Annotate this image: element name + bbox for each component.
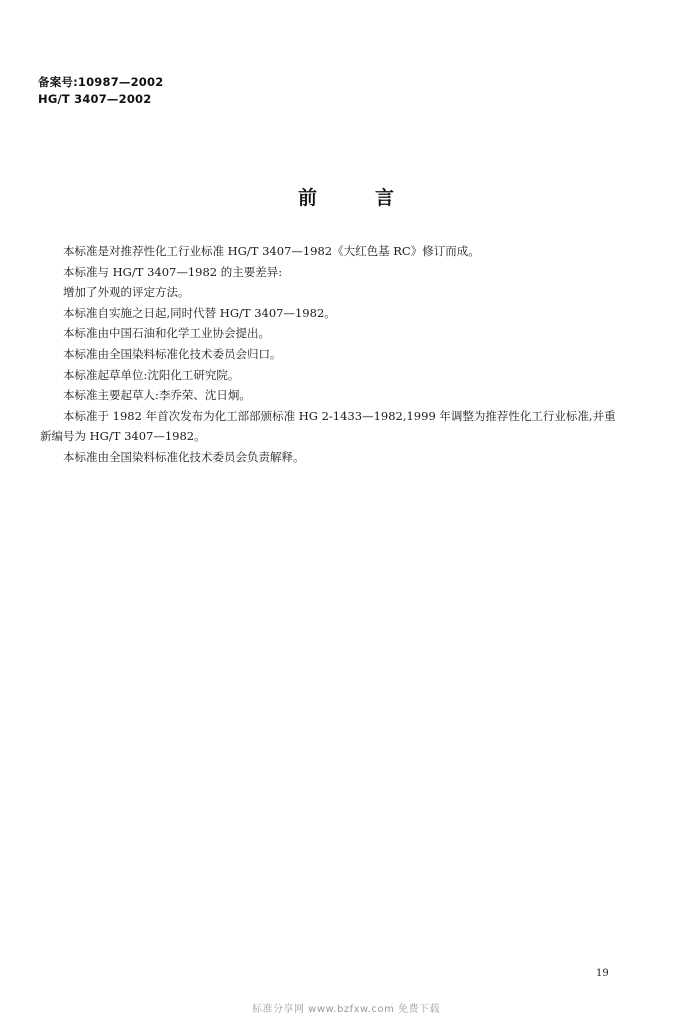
standard-code: HG/T 3407—2002: [38, 92, 152, 106]
paragraph: 本标准主要起草人:李乔荣、沈日炯。: [63, 388, 251, 403]
paragraph: 增加了外观的评定方法。: [63, 285, 190, 300]
page-number: 19: [596, 968, 609, 979]
paragraph: 本标准是对推荐性化工行业标准 HG/T 3407—1982《大红色基 RC》修订而成。: [63, 244, 480, 258]
paragraph: 本标准于 1982 年首次发布为化工部部颁标准 HG 2-1433—1982,1999 年调整为推荐性化工行业标准,并重新编号为 HG/T 3407—1982。: [40, 408, 616, 444]
page-title: 前言: [297, 187, 452, 209]
paragraph: 本标准自实施之日起,同时代替 HG/T 3407—1982。: [63, 305, 336, 320]
watermark: 标准分享网 www.bzfxw.com 免费下载: [252, 1004, 440, 1015]
foreword-body: [40, 241, 624, 468]
paragraph: 本标准起草单位:沈阳化工研究院。: [63, 367, 240, 382]
filing-number: 备案号:10987—2002: [38, 75, 164, 89]
document-header: [38, 74, 163, 108]
paragraph: 本标准由全国染料标准化技术委员会归口。: [63, 346, 282, 361]
paragraph: 本标准由全国染料标准化技术委员会负责解释。: [63, 449, 305, 464]
paragraph: 本标准与 HG/T 3407—1982 的主要差异:: [63, 264, 283, 279]
paragraph: 本标准由中国石油和化学工业协会提出。: [63, 326, 270, 341]
